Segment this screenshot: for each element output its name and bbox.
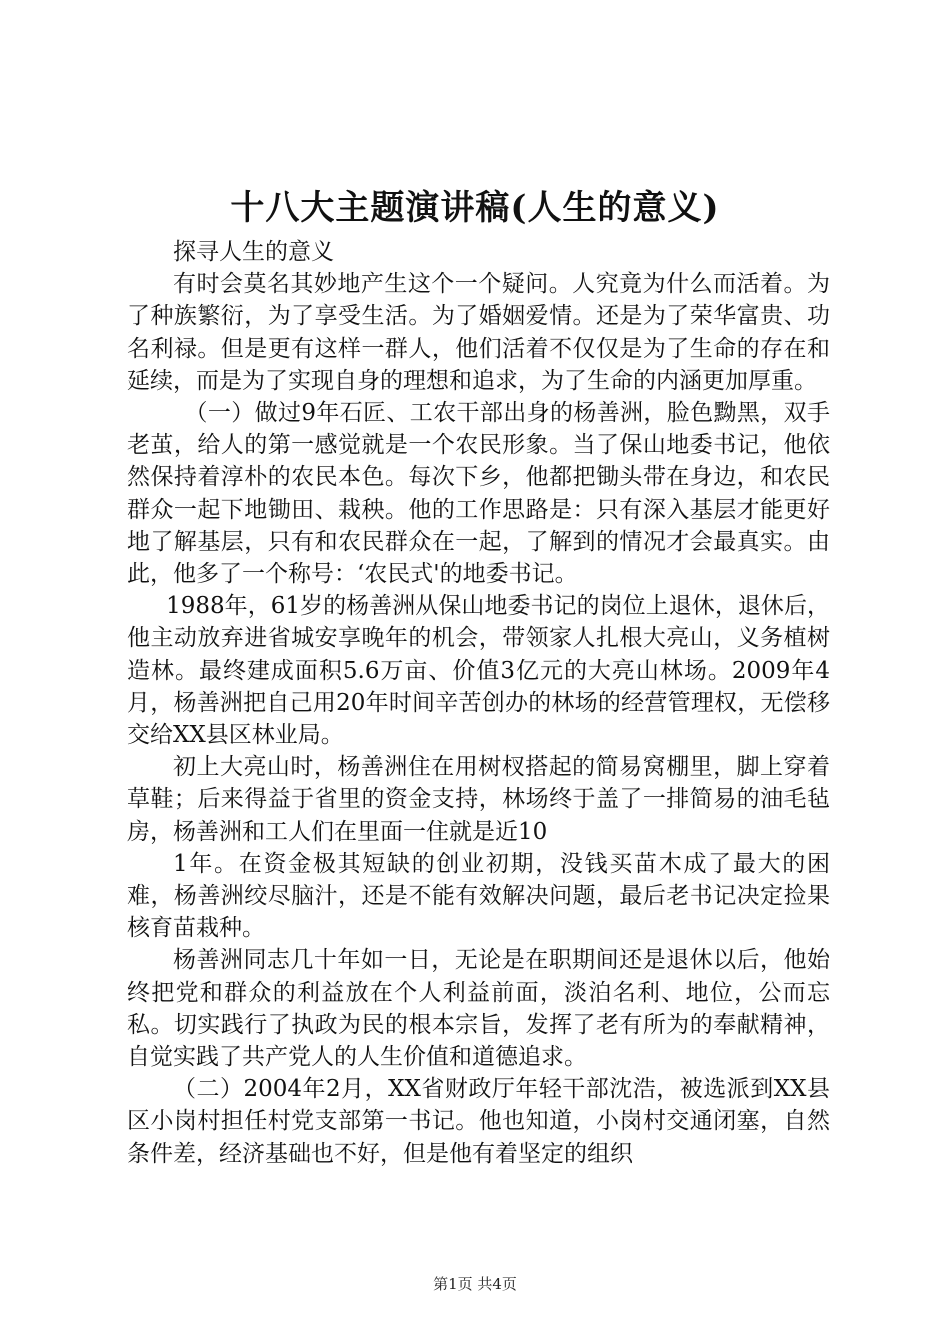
paragraph-subtitle: 探寻人生的意义 [173, 239, 334, 265]
page-footer: 第1页 共4页 [433, 1275, 517, 1293]
paragraph-funding: 1年。在资金极其短缺的创业初期，没钱买苗木成了最大的困难，杨善洲绞尽脑汁，还是不能有效解决问题，最后老书记决定捡果核育苗栽种。 [127, 850, 830, 942]
document-body [127, 236, 830, 1170]
document-title: 十八大主题演讲稿(人生的意义) [230, 188, 720, 228]
paragraph-early-days: 初上大亮山时，杨善洲住在用树杈搭起的简易窝棚里，脚上穿着草鞋；后来得益于省里的资金支持，林场终于盖了一排简易的油毛毡房，杨善洲和工人们在里面一住就是近10 [127, 754, 830, 845]
paragraph-section-two: （二）2004年2月，XX省财政厅年轻干部沈浩，被选派到XX县区小岗村担任村党支部第一书记。他也知道，小岗村交通闭塞，自然条件差，经济基础也不好，但是他有着坚定的组织 [127, 1076, 830, 1167]
paragraph-section-one: （一）做过9年石匠、工农干部出身的杨善洲，脸色黝黑，双手老茧，给人的第一感觉就是一个农民形象。当了保山地委书记，他依然保持着淳朴的农民本色。每次下乡，他都把锄头带在身边，和农民群众一起下地锄田、栽秧。他的工作思路是：只有深入基层才能更好地了解基层，只有和农民群众在一起，了解到的情况才会最真实。由此，他多了一个称号：‘农民式'的地委书记。 [127, 400, 830, 588]
paragraph-intro: 有时会莫名其妙地产生这个一个疑问。人究竟为什么而活着。为了种族繁衍，为了享受生活。为了婚姻爱情。还是为了荣华富贵、功名利禄。但是更有这样一群人，他们活着不仅仅是为了生命的存在和延续，而是为了实现自身的理想和追求，为了生命的内涵更加厚重。 [127, 271, 830, 394]
paragraph-retirement: 1988年，61岁的杨善洲从保山地委书记的岗位上退休，退休后，他主动放弃进省城安享晚年的机会，带领家人扎根大亮山，义务植树造林。最终建成面积5.6万亩、价值3亿元的大亮山林场。2009年4月，杨善洲把自己用20年时间辛苦创办的林场的经营管理权，无偿移交给XX县区林业局。 [127, 593, 830, 749]
paragraph-summary: 杨善洲同志几十年如一日，无论是在职期间还是退休以后，他始终把党和群众的利益放在个人利益前面，淡泊名利、地位，公而忘私。切实践行了执政为民的根本宗旨，发挥了老有所为的奉献精神，自觉实践了共产党人的人生价值和道德追求。 [127, 947, 830, 1071]
